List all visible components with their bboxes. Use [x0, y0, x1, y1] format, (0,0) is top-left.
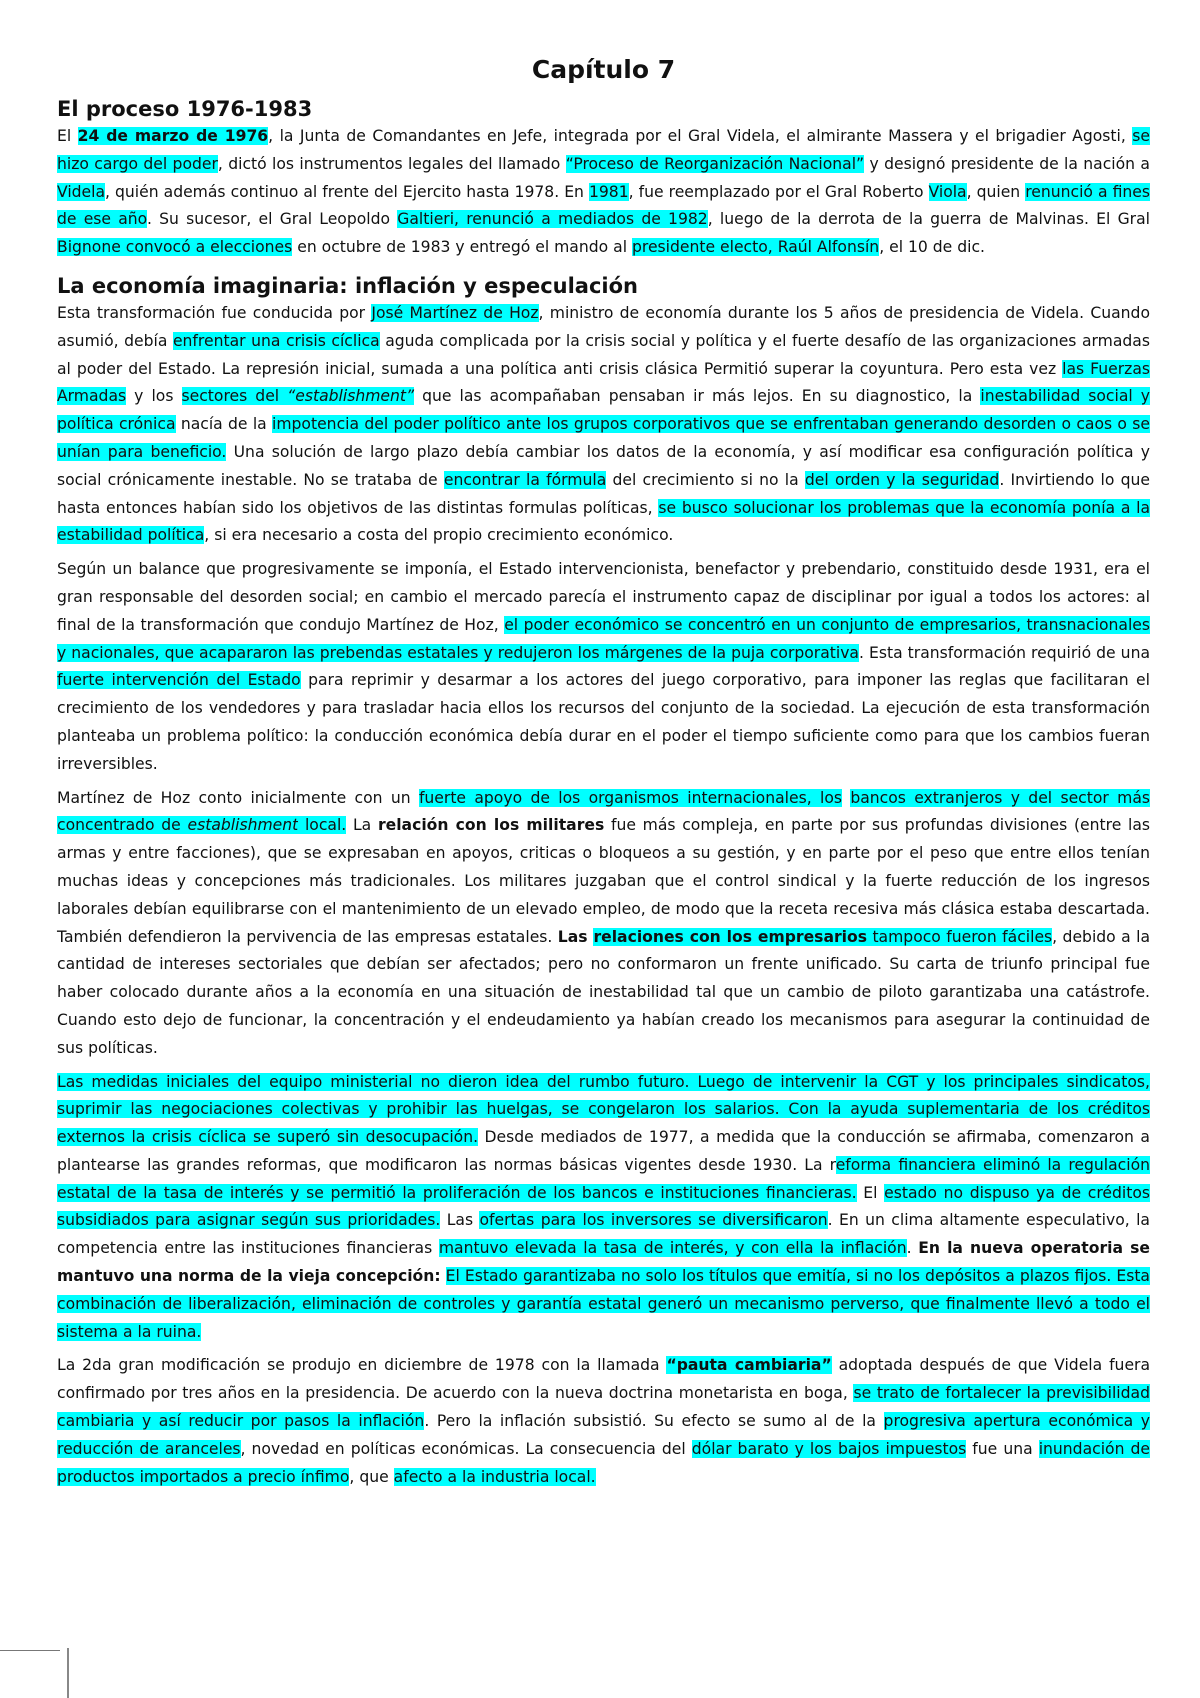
- text-run: , quién además continuo al frente del Ejercito hasta 1978. En: [105, 182, 589, 201]
- text-run: Una solución de largo plazo debía cambiar los datos de la economía, y así modificar esa configuración política y social crónicamente inestable. No se trataba de: [57, 442, 1150, 489]
- text-run: , el 10 de dic.: [879, 238, 985, 257]
- paragraph: [57, 123, 1150, 262]
- highlighted-text: estado no dispuso ya de créditos subsidiados para asignar según sus prioridades.: [57, 1183, 1151, 1230]
- text-run: , debido a la cantidad de intereses sectoriales que debían ser afectados; pero no conformaron un frente unificado. Su carta de triunfo principal fue haber colocado durante años a la economía en una situación de inestabilidad tal que un cambio de piloto garantizaba una catástrofe. Cuando esto dejo de funcionar, la concentración y el endeudamiento ya habían creado los mecanismos para asegurar la continuidad de sus políticas.: [57, 927, 1151, 1057]
- text-run: . Pero la inflación subsistió. Su efecto se sumo al de la: [424, 1412, 884, 1431]
- highlighted-text: el poder económico se concentró en un conjunto de empresarios, transnacionales y nacionales, que acapararon las prebendas estatales y redujeron los márgenes de la puja corporativa: [57, 615, 1150, 662]
- highlighted-text: fuerte apoyo de los organismos internacionales, los: [418, 788, 842, 807]
- text-run: nacía de la: [175, 415, 273, 434]
- highlighted-text: ofertas para los inversores se diversificaron: [479, 1211, 828, 1230]
- text-run: . Su sucesor, el Gral Leopoldo: [146, 210, 398, 229]
- text-run: , novedad en políticas económicas. La consecuencia del: [240, 1439, 692, 1458]
- text-run: Según un balance que progresivamente se imponía, el Estado intervencionista, benefactor y prebendario, constituido desde 1931, era el gran responsable del desorden social; en cambio el mercado parecía el instrumento capaz de disciplinar por igual a todos los actores: al final de la transformación que condujo Martínez de Hoz,: [57, 560, 1150, 634]
- text-run: La 2da gran modificación se produjo en diciembre de 1978 con la llamada: [57, 1356, 667, 1375]
- text-run: , ministro de economía durante los 5 años de presidencia de Videla. Cuando asumió, debía: [57, 303, 1151, 350]
- highlighted-text: inundación de productos importados a precio ínfimo: [57, 1439, 1150, 1486]
- text-run: . Esta transformación requirió de una: [859, 643, 1151, 662]
- highlighted-text: las Fuerzas Armadas: [57, 359, 1150, 406]
- text-run: relación con los militares: [377, 816, 605, 835]
- highlighted-text: local.: [298, 816, 347, 835]
- highlighted-text: sectores del: [181, 387, 288, 406]
- highlighted-text: enfrentar una crisis cíclica: [172, 331, 380, 350]
- text-run: Desde mediados de 1977, a medida que la conducción se afirmaba, comenzaron a plantearse las grandes reformas, que modificaron las normas básicas vigentes desde 1930. La r: [57, 1128, 1150, 1174]
- highlighted-text: 1981: [588, 182, 629, 201]
- text-run: y designó presidente de la nación a: [864, 154, 1150, 173]
- text-run: El: [57, 127, 78, 145]
- highlighted-text: “pauta cambiaria”: [666, 1356, 832, 1375]
- highlighted-text: El Estado garantizaba no solo los títulos que emitía, si no los depósitos a plazos fijos. Esta combinación de liberalización, eliminación de controles y garantía estatal generó un mecanismo perverso, que finalmente llevó a todo el sistema a la ruina.: [57, 1267, 1150, 1341]
- highlighted-text: Videla: [57, 182, 106, 201]
- text-run: . Invirtiendo lo que hasta entonces habían sido los objetivos de las distintas formulas políticas,: [57, 470, 1150, 517]
- highlighted-text: afecto a la industria local.: [393, 1467, 596, 1486]
- paragraph: [57, 785, 1150, 1063]
- highlighted-text: renunció a fines de ese año: [57, 182, 1150, 229]
- section-title-economia: La economía imaginaria: inflación y especulación: [57, 273, 638, 298]
- highlighted-text: fuerte intervención del Estado: [57, 671, 301, 690]
- highlighted-text: Galtieri, renunció a mediados de 1982: [397, 210, 708, 229]
- text-run: fue más compleja, en parte por sus profundas divisiones (entre las armas y entre facciones), que se expresaban en apoyos, criticas o bloqueos a su gestión, y en parte por el peso que entre ellos tenían muchas ideas y concepciones más tradicionales. Los militares juzgaban que el control sindical y la fuerte reducción de los ingresos laborales debían equilibrarse con el mantenimiento de un elevado empleo, de modo que la receta recesiva más clásica estaba descartada. También defendieron la pervivencia de las empresas estatales.: [57, 816, 1151, 946]
- highlighted-text: bancos extranjeros y del sector más concentrado de: [57, 788, 1151, 835]
- text-run: , que: [349, 1467, 394, 1486]
- highlighted-text: “establishment”: [287, 387, 415, 406]
- highlighted-text: 24 de marzo de 1976: [77, 127, 269, 145]
- highlighted-text: José Martínez de Hoz: [371, 303, 539, 322]
- text-run: Martínez de Hoz conto inicialmente con un: [57, 788, 419, 807]
- highlighted-text: del orden y la seguridad: [804, 470, 1000, 489]
- text-run: , si era necesario a costa del propio crecimiento económico.: [204, 526, 674, 545]
- highlighted-text: Viola: [928, 182, 967, 201]
- text-run: Las: [557, 927, 594, 946]
- highlighted-text: inestabilidad social y política crónica: [57, 387, 1151, 434]
- text-run: fue una: [966, 1439, 1039, 1458]
- chapter-title: Capítulo 7: [531, 55, 676, 84]
- text-run: , la Junta de Comandantes en Jefe, integrada por el Gral Videla, el almirante Massera y el brigadier Agosti,: [268, 127, 1133, 145]
- text-run: adoptada después de que Videla fuera confirmado por tres años en la presidencia. De acuerdo con la nueva doctrina monetarista en boga,: [57, 1356, 1150, 1403]
- highlighted-text: establishment: [187, 816, 299, 835]
- highlighted-text: “Proceso de Reorganización Nacional”: [565, 154, 865, 173]
- highlighted-text: eforma financiera eliminó la regulación estatal de la tasa de interés y se permitió la proliferación de los bancos e instituciones financieras.: [57, 1155, 1150, 1202]
- highlighted-text: encontrar la fórmula: [443, 470, 607, 489]
- text-run: Esta transformación fue conducida por: [57, 303, 372, 322]
- document-page: [57, 55, 1150, 1491]
- text-run: en octubre de 1983 y entregó el mando al: [292, 238, 632, 257]
- section-title-proceso: El proceso 1976-1983: [57, 97, 313, 121]
- highlighted-text: se hizo cargo del poder: [57, 127, 1150, 173]
- text-run: , luego de la derrota de la guerra de Malvinas. El Gral: [707, 210, 1150, 229]
- text-run: aguda complicada por la crisis social y política y el fuerte desafío de las organizaciones armadas al poder del Estado. La represión inicial, sumada a una política anti crisis clásica Permitió superar la coyuntura. Pero esta vez: [57, 331, 1150, 378]
- text-run: .: [906, 1239, 919, 1258]
- text-run: . En un clima altamente especulativo, la competencia entre las instituciones financieras: [57, 1211, 1150, 1258]
- paragraph: [57, 1352, 1150, 1491]
- text-run: El: [856, 1183, 885, 1202]
- text-run: y los: [126, 387, 182, 406]
- paragraph: [57, 300, 1150, 550]
- highlighted-text: se busco solucionar los problemas que la economía ponía a la estabilidad política: [57, 498, 1150, 545]
- highlighted-text: presidente electo, Raúl Alfonsín: [631, 238, 880, 257]
- margin-vertical-mark: [67, 1648, 70, 1698]
- text-run: En la nueva operatoria se mantuvo una norma de la vieja concepción:: [57, 1239, 1150, 1286]
- highlighted-text: mantuvo elevada la tasa de interés, y con ella la inflación: [438, 1239, 907, 1258]
- paragraph: [57, 1069, 1150, 1347]
- margin-line-mark: [0, 1650, 60, 1652]
- text-run: La: [346, 816, 378, 835]
- text-run: [441, 1267, 446, 1285]
- text-run: , dictó los instrumentos legales del llamado: [217, 154, 566, 173]
- highlighted-text: tampoco fueron fáciles: [867, 927, 1053, 946]
- text-run: del crecimiento si no la: [606, 470, 805, 489]
- highlighted-text: impotencia del poder político ante los grupos corporativos que se enfrentaban generando desorden o caos o se unían para beneficio.: [57, 415, 1150, 461]
- text-run: para reprimir y desarmar a los actores del juego corporativo, para imponer las reglas que facilitaran el crecimiento de los vendedores y para trasladar hacia ellos los recursos del conjunto de la sociedad. La ejecución de esta transformación planteaba un problema político: la conducción económica debía durar en el poder el tiempo suficiente como para que los cambios fueran irreversibles.: [57, 671, 1150, 773]
- text-run: Las: [440, 1211, 480, 1230]
- text-run: que las acompañaban pensaban ir más lejos. En su diagnostico, la: [414, 387, 981, 406]
- highlighted-text: dólar barato y los bajos impuestos: [691, 1439, 967, 1458]
- text-run: , fue reemplazado por el Gral Roberto: [628, 182, 929, 201]
- highlighted-text: se trato de fortalecer la previsibilidad cambiaria y así reducir por pasos la inflación: [57, 1384, 1150, 1431]
- text-run: , quien: [966, 182, 1026, 201]
- highlighted-text: progresiva apertura económica y reducción de aranceles: [57, 1412, 1150, 1458]
- highlighted-text: Las medidas iniciales del equipo ministerial no dieron idea del rumbo futuro. Luego de intervenir la CGT y los principales sindicatos, suprimir las negociaciones colectivas y prohibir las huelgas, se congelaron los salarios. Con la ayuda suplementaria de los créditos externos la crisis cíclica se superó sin desocupación.: [57, 1072, 1150, 1147]
- highlighted-text: Bignone convocó a elecciones: [57, 238, 293, 257]
- highlighted-text: relaciones con los empresarios: [593, 927, 868, 946]
- paragraph: [57, 556, 1150, 778]
